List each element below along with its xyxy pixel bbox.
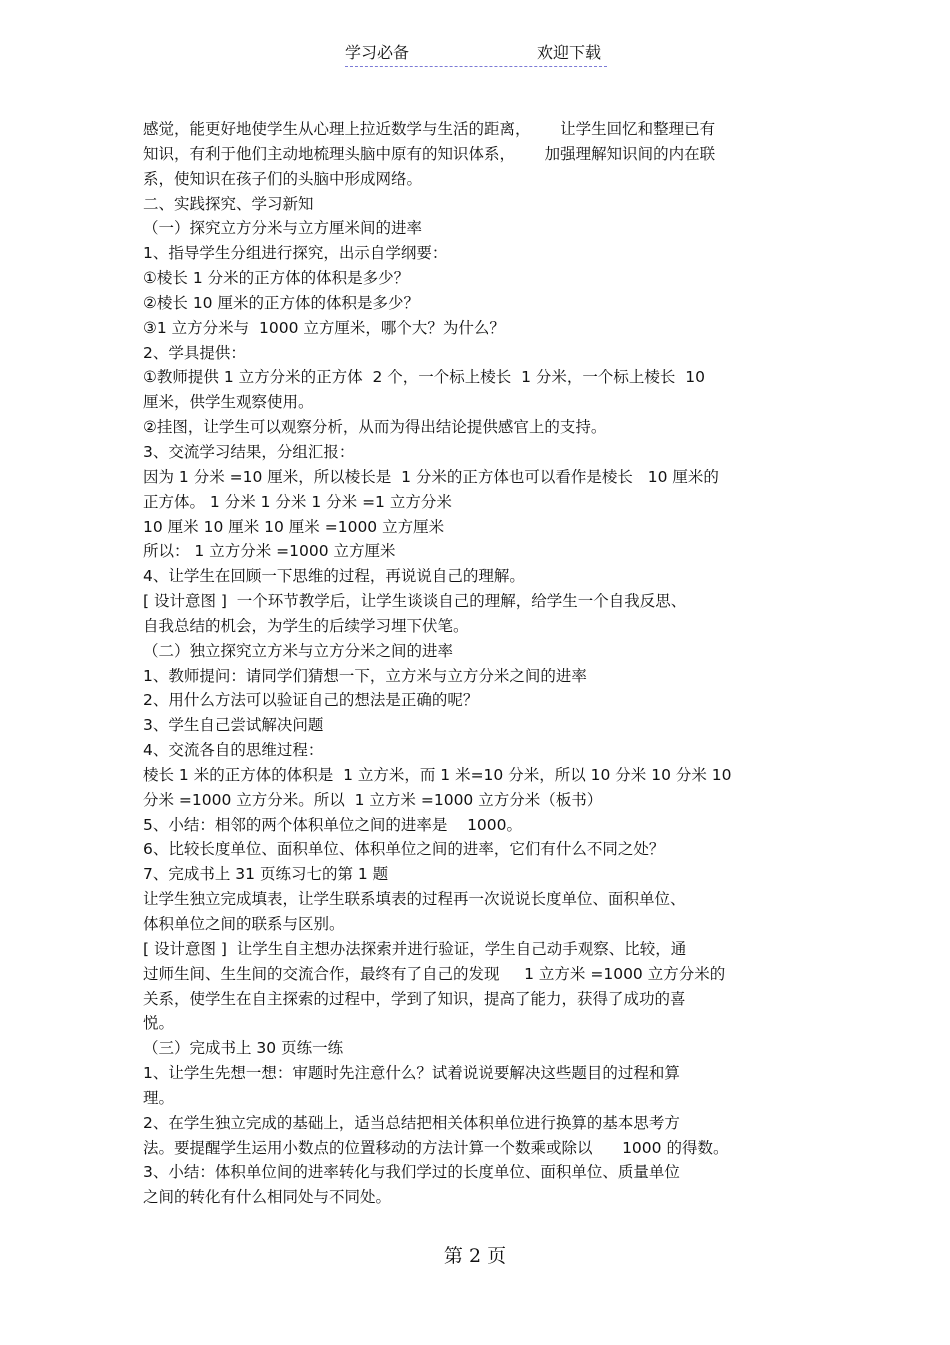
text-line: 正方体。 1 分米 1 分米 1 分米 =1 立方分米 [143,492,452,511]
text-line: 1、教师提问：请同学们猜想一下，立方米与立方分米之间的进率 [143,666,587,685]
text-line: ②挂图，让学生可以观察分析，从而为得出结论提供感官上的支持。 [143,418,607,437]
text-line: 体积单位之间的联系与区别。 [143,915,345,933]
text-line: 系，使知识在孩子们的头脑中形成网络。 [143,169,423,188]
text-line: [ 设计意图 ] 一个环节教学后，让学生谈谈自己的理解，给学生一个自我反思、 [143,592,687,611]
text-line: 2、学具提供： [143,343,246,362]
text-line: 因为 1 分米 =10 厘米，所以棱长是 1 分米的正方体也可以看作是棱长 10 厘米的 [143,467,719,486]
text-line: 4、交流各自的思维过程： [143,741,324,760]
text-line: 3、小结：体积单位间的进率转化与我们学过的长度单位、面积单位、质量单位 [143,1163,680,1182]
text-line: （三）完成书上 30 页练一练 [143,1039,344,1058]
text-line: 理。 [143,1088,175,1107]
text-line: 过师生间、生生间的交流合作，最终有了自己的发现 1 立方米 =1000 立方分米的 [143,964,726,983]
text-line: 感觉，能更好地使学生从心理上拉近数学与生活的距离， 让学生回忆和整理已有 [143,120,716,138]
text-line: 二、实践探究、学习新知 [143,194,314,213]
text-line: （一）探究立方分米与立方厘米间的进率 [143,219,423,238]
text-line: 1、让学生先想一想：审题时先注意什么？试着说说要解决这些题目的过程和算 [143,1064,680,1083]
text-line: ①教师提供 1 立方分米的正方体 2 个，一个标上棱长 1 分米，一个标上棱长 10 [143,368,705,387]
text-line: ③1 立方分米与 1000 立方厘米，哪个大？为什么？ [143,318,505,337]
text-line: 让学生独立完成填表，让学生联系填表的过程再一次说说长度单位、面积单位、 [143,890,686,909]
text-line: 棱长 1 米的正方体的体积是 1 立方米，而 1 米=10 分米，所以 10 分米 10 分米 10 [143,765,732,784]
text-line: 2、在学生独立完成的基础上，适当总结把相关体积单位进行换算的基本思考方 [143,1113,680,1132]
text-line: 7、完成书上 31 页练习七的第 1 题 [143,865,389,884]
text-line: 所以： 1 立方分米 =1000 立方厘米 [143,542,396,561]
text-line: 分米 =1000 立方分米。所以 1 立方米 =1000 立方分米（板书） [143,790,603,809]
document-body [143,117,823,1210]
text-line: 5、小结：相邻的两个体积单位之间的进率是 1000。 [143,815,523,834]
text-line: 之间的转化有什么相同处与不同处。 [143,1188,392,1207]
text-line: 关系，使学生在自主探索的过程中，学到了知识，提高了能力，获得了成功的喜 [143,989,686,1008]
text-line: 3、学生自己尝试解决问题 [143,716,324,735]
text-line: 10 厘米 10 厘米 10 厘米 =1000 立方厘米 [143,517,445,536]
text-line: 3、交流学习结果，分组汇报： [143,442,355,461]
text-line: 1、指导学生分组进行探究，出示自学纲要： [143,244,448,263]
text-line: （二）独立探究立方米与立方分米之间的进率 [143,641,454,660]
header-right-text: 欢迎下载 [536,43,601,62]
text-line: 2、用什么方法可以验证自己的想法是正确的呢？ [143,691,479,710]
page-header [345,40,607,67]
text-line: 厘米，供学生观察使用。 [143,393,314,412]
text-line: ②棱长 10 厘米的正方体的体积是多少？ [143,293,419,312]
text-line: 法。要提醒学生运用小数点的位置移动的方法计算一个数乘或除以 1000 的得数。 [143,1138,729,1157]
text-line: 6、比较长度单位、面积单位、体积单位之间的进率，它们有什么不同之处？ [143,840,665,859]
text-line: ①棱长 1 分米的正方体的体积是多少？ [143,269,410,288]
text-line: 悦。 [143,1014,175,1033]
text-line: 4、让学生在回顾一下思维的过程，再说说自己的理解。 [143,567,525,586]
text-line: 知识，有利于他们主动地梳理头脑中原有的知识体系， 加强理解知识间的内在联 [143,144,716,163]
page-number: 第 2 页 [443,1245,507,1267]
header-left-text: 学习必备 [345,43,410,62]
text-line: [ 设计意图 ] 让学生自主想办法探索并进行验证，学生自己动手观察、比较，通 [143,939,687,958]
text-line: 自我总结的机会，为学生的后续学习埋下伏笔。 [143,616,469,635]
